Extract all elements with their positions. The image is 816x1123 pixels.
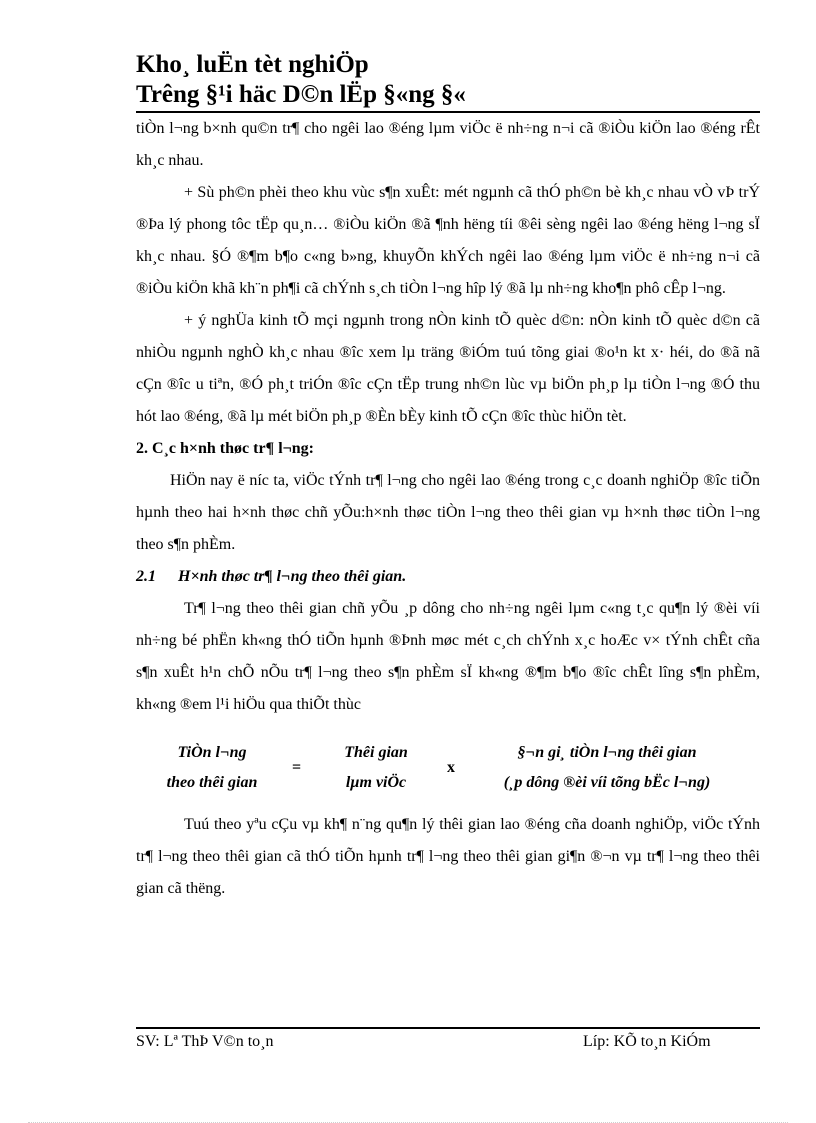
footer-class: Líp: KÕ to¸n KiÓm — [583, 1033, 711, 1050]
section-title: H×nh thøc tr¶ l¬ng theo thêi gian. — [178, 568, 407, 585]
footer-student: SV: Lª ThÞ V©n to¸n — [136, 1033, 274, 1050]
paragraph-5: Tr¶ l¬ng theo thêi gian chñ yÕu ¸p dông cho nh÷ng ngêi lµm c«ng t¸c qu¶n lý ®èi víi nh÷ng bé phËn kh«ng thÓ tiÕn hµnh ®Þnh møc mét c¸ch chÝnh x¸c hoÆc v× tÝnh chÊt cña s¶n xuÊt h¹n chÕ nÕu tr¶ l¬ng theo s¶n phÈm sÏ kh«ng ®¶m b¶o ®îc chÊt lîng s¶n phÈm, kh«ng ®em l¹i hiÖu qua thiÕt thùc — [136, 600, 760, 713]
section-heading-2: 2. C¸c h×nh thøc tr¶ l¬ng: — [136, 440, 314, 457]
paragraph-1: tiÒn l¬ng b×nh qu©n tr¶ cho ngêi lao ®éng lµm viÖc ë nh÷ng n¬i cã ®iÒu kiÖn lao ®éng rÊt kh¸c nhau. — [136, 120, 760, 169]
formula-right-line-2: (¸p dông ®èi víi tõng bËc l¬ng) — [503, 774, 711, 791]
formula-right-line-1: §¬n gi¸ tiÒn l¬ng thêi gian — [517, 744, 697, 761]
paragraph-6: Tuú theo yªu cÇu vµ kh¶ n¨ng qu¶n lý thêi gian lao ®éng cña doanh nghiÖp, viÖc tÝnh tr¶ l¬ng theo thêi gian cã thÓ tiÕn hµnh tr¶ l¬ng theo thêi gian gi¶n ®¬n vµ tr¶ l¬ng theo thêi gian cã thëng. — [136, 816, 760, 897]
formula-equals: = — [292, 759, 302, 776]
page-header — [136, 50, 760, 110]
formula-mid-line-2: lµm viÖc — [345, 774, 407, 791]
formula-left-line-2: theo thêi gian — [166, 774, 258, 791]
formula-times: x — [447, 759, 455, 776]
paragraph-3: + ý nghÜa kinh tÕ mçi ngµnh trong nÒn kinh tÕ quèc d©n: nÒn kinh tÕ quèc d©n cã nhiÒu ngµnh nghÒ kh¸c nhau ®îc xem lµ träng ®iÓm tuú tõng giai ®o¹n kt x· héi, do ®ã nã cÇn ®îc u tiªn, ®Ó ph¸t triÓn ®îc cÇn tËp trung nh©n lùc vµ biÖn ph¸p lµ tiÒn l¬ng ®Ó thu hót lao ®éng, ®ã lµ mét biÖn ph¸p ®Èn bÈy kinh tÕ cÇn ®îc thùc hiÖn tèt. — [136, 312, 760, 425]
header-title-line-2: Trêng §¹i häc D©n lËp §«ng §« — [136, 81, 466, 108]
salary-formula — [136, 721, 760, 809]
formula-mid-line-1: Thêi gian — [344, 744, 408, 761]
header-title-line-1: Kho¸ luËn tèt nghiÖp — [136, 51, 369, 78]
paragraph-2: + Sù ph©n phèi theo khu vùc s¶n xuÊt: mét ngµnh cã thÓ ph©n bè kh¸c nhau vÒ vÞ trÝ ®Þa lý phong tôc tËp qu¸n… ®iÒu kiÖn ®ã ¶nh hëng tíi ®êi sèng ngêi lao ®éng hëng l¬ng sÏ kh¸c nhau. §Ó ®¶m b¶o c«ng b»ng, khuyÕn khÝch ngêi lao ®éng lµm viÖc ë nh÷ng n¬i cã ®iÒu kiÖn khã kh¨n ph¶i cã chÝnh s¸ch tiÒn l¬ng hîp lý ®ã lµ nh÷ng kho¶n phô cÊp l¬ng. — [136, 184, 760, 297]
paragraph-4: HiÖn nay ë níc ta, viÖc tÝnh tr¶ l¬ng cho ngêi lao ®éng trong c¸c doanh nghiÖp ®îc tiÕn hµnh theo hai h×nh thøc chñ yÕu:h×nh thøc tiÒn l¬ng theo thêi gian vµ h×nh thøc tiÒn l¬ng theo s¶n phÈm. — [136, 472, 760, 553]
footer-divider — [136, 1027, 760, 1029]
document-body — [136, 113, 760, 905]
section-number: 2.1 — [136, 568, 156, 585]
formula-left-line-1: TiÒn l¬ng — [177, 744, 247, 761]
section-heading-2-1 — [136, 561, 760, 593]
